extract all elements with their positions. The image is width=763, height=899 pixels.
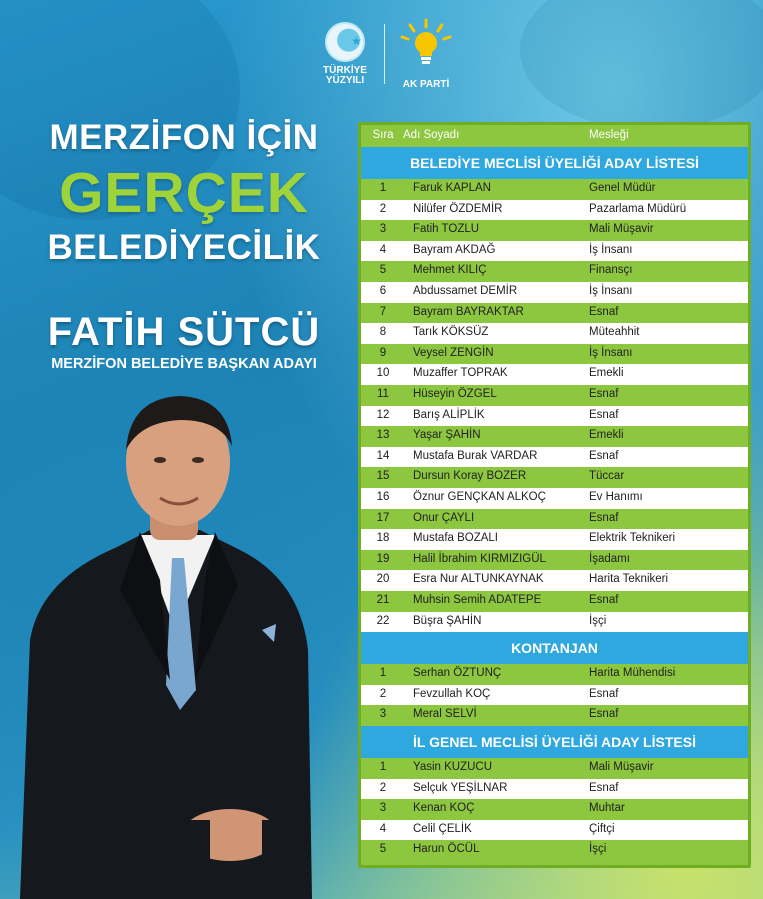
ak-parti-logo (394, 18, 458, 90)
row-number: 8 (379, 326, 387, 339)
row-job: Esnaf (589, 781, 619, 794)
row-job: İş İnsanı (589, 243, 633, 256)
table-row (361, 529, 748, 550)
row-name: Muhsin Semih ADATEPE (413, 594, 542, 606)
row-job: İşçi (589, 843, 607, 856)
crescent-star-icon (325, 22, 365, 62)
row-job: Mali Müşavir (589, 761, 654, 773)
row-job: İşadamı (589, 552, 630, 565)
candidate-title: MERZİFON BELEDİYE BAŞKAN ADAYI (51, 356, 317, 372)
row-number: 1 (379, 667, 387, 680)
row-job: Tüccar (589, 470, 625, 483)
row-number: 12 (376, 408, 390, 421)
candidate-list-table (358, 122, 751, 868)
row-name: Dursun Koray BOZER (413, 470, 527, 483)
turkiye-logo-text-1: TÜRKİYE (323, 65, 367, 76)
row-job: Muhtar (589, 802, 625, 815)
row-name: Muzaffer TOPRAK (413, 367, 508, 380)
row-number: 4 (379, 822, 387, 835)
logo-group (312, 18, 462, 98)
row-job: İş İnsanı (589, 346, 633, 359)
candidate-name: FATİH SÜTCÜ (47, 310, 321, 354)
row-number: 22 (376, 614, 390, 627)
section-title: İL GENEL MECLİSİ ÜYELİĞİ ADAY LİSTESİ (361, 726, 748, 758)
table-row (361, 426, 748, 447)
table-row (361, 323, 748, 344)
row-number: 5 (379, 264, 387, 277)
row-name: Nilüfer ÖZDEMİR (413, 202, 503, 215)
row-name: Esra Nur ALTUNKAYNAK (413, 573, 544, 586)
row-name: Faruk KAPLAN (413, 182, 491, 194)
row-job: İşçi (589, 614, 607, 627)
row-number: 10 (376, 367, 390, 380)
header-no: Sıra (372, 129, 394, 141)
background-shape (520, 0, 763, 130)
table-row (361, 344, 748, 365)
row-name: Harun ÖCÜL (413, 843, 480, 856)
row-number: 21 (376, 594, 390, 606)
row-name: Fevzullah KOÇ (413, 687, 491, 700)
table-row (361, 282, 748, 303)
row-number: 19 (376, 552, 390, 565)
row-name: Tarık KÖKSÜZ (413, 326, 489, 339)
row-number: 13 (376, 429, 390, 442)
table-row (361, 591, 748, 612)
table-row (361, 364, 748, 385)
row-number: 20 (376, 573, 390, 586)
row-number: 7 (379, 305, 387, 318)
row-number: 2 (379, 202, 387, 215)
row-job: Finansçı (589, 264, 633, 277)
ak-parti-text: AK PARTİ (402, 79, 450, 90)
row-job: Çiftçi (589, 822, 615, 835)
section-title: KONTANJAN (361, 632, 748, 664)
light-bulb-icon (396, 18, 456, 68)
row-name: Mustafa BOZALI (413, 532, 499, 545)
row-number: 1 (379, 182, 387, 194)
row-name: Celil ÇELİK (413, 822, 472, 835)
logo-divider (384, 24, 385, 84)
table-row (361, 612, 748, 633)
table-row (361, 220, 748, 241)
row-job: Ev Hanımı (589, 491, 643, 503)
row-number: 16 (376, 491, 390, 503)
row-number: 17 (376, 511, 390, 524)
row-job: Esnaf (589, 305, 619, 318)
row-number: 2 (379, 781, 387, 794)
row-name: Onur ÇAYLI (413, 511, 475, 524)
row-name: Yaşar ŞAHİN (413, 429, 481, 442)
table-row (361, 241, 748, 262)
table-row (361, 570, 748, 591)
table-row (361, 799, 748, 820)
row-name: Büşra ŞAHİN (413, 614, 482, 627)
turkiye-yuzyili-logo (312, 22, 378, 86)
row-number: 6 (379, 285, 387, 297)
row-number: 15 (376, 470, 390, 483)
row-job: Esnaf (589, 594, 619, 606)
table-header (361, 125, 748, 147)
row-name: Selçuk YEŞİLNAR (413, 781, 508, 794)
row-name: Kenan KOÇ (413, 802, 475, 815)
row-job: Elektrik Teknikeri (589, 532, 676, 545)
header-name: Adı Soyadı (403, 129, 460, 141)
row-name: Bayram BAYRAKTAR (413, 305, 524, 318)
table-row (361, 840, 748, 861)
row-job: Harita Teknikeri (589, 573, 669, 586)
turkiye-logo-text-2: YÜZYILI (325, 75, 365, 86)
row-job: Esnaf (589, 408, 619, 421)
row-number: 2 (379, 687, 387, 700)
section-title: BELEDİYE MECLİSİ ÜYELİĞİ ADAY LİSTESİ (361, 147, 748, 179)
table-row (361, 758, 748, 779)
row-number: 1 (379, 761, 387, 773)
row-name: Mustafa Burak VARDAR (413, 449, 538, 462)
slogan-line-3: BELEDİYECİLİK (47, 228, 321, 267)
row-job: Esnaf (589, 511, 619, 524)
table-row (361, 488, 748, 509)
header-job: Mesleği (589, 129, 629, 141)
row-number: 9 (379, 346, 387, 359)
row-job: Esnaf (589, 449, 619, 462)
row-name: Yasin KUZUCU (413, 761, 493, 773)
slogan-line-2: GERÇEK (59, 161, 309, 225)
candidate-portrait (0, 380, 340, 899)
row-name: Öznur GENÇKAN ALKOÇ (413, 491, 546, 503)
row-number: 3 (379, 802, 387, 815)
table-row (361, 509, 748, 530)
row-name: Bayram AKDAĞ (413, 243, 496, 256)
slogan-line-1: MERZİFON İÇİN (49, 118, 319, 157)
row-number: 3 (379, 708, 387, 721)
row-name: Meral SELVİ (413, 708, 477, 721)
row-job: Genel Müdür (589, 182, 656, 194)
table-row (361, 179, 748, 200)
table-row (361, 685, 748, 706)
row-job: Emekli (589, 429, 624, 442)
table-row (361, 820, 748, 841)
row-number: 14 (376, 449, 390, 462)
row-name: Veysel ZENGİN (413, 346, 494, 359)
table-row (361, 664, 748, 685)
row-number: 5 (379, 843, 387, 856)
row-number: 4 (379, 243, 387, 256)
table-row (361, 303, 748, 324)
row-name: Abdussamet DEMİR (413, 285, 518, 297)
table-row (361, 447, 748, 468)
row-name: Serhan ÖZTUNÇ (413, 667, 502, 680)
row-job: Mali Müşavir (589, 223, 654, 236)
row-job: İş İnsanı (589, 285, 633, 297)
row-job: Pazarlama Müdürü (589, 202, 687, 215)
row-job: Esnaf (589, 388, 619, 400)
row-name: Halil İbrahim KIRMIZIGÜL (413, 552, 546, 565)
table-row (361, 467, 748, 488)
row-job: Esnaf (589, 687, 619, 700)
row-job: Müteahhit (589, 326, 640, 339)
row-number: 18 (376, 532, 390, 545)
table-row (361, 261, 748, 282)
table-row (361, 385, 748, 406)
table-row (361, 406, 748, 427)
row-job: Emekli (589, 367, 624, 380)
table-row (361, 705, 748, 726)
row-job: Harita Mühendisi (589, 667, 676, 680)
table-row (361, 200, 748, 221)
row-name: Hüseyin ÖZGEL (413, 388, 497, 400)
row-name: Mehmet KILIÇ (413, 264, 487, 277)
row-name: Barış ALİPLİK (413, 408, 485, 421)
row-number: 11 (377, 388, 389, 400)
row-number: 3 (379, 223, 387, 236)
table-row (361, 550, 748, 571)
row-name: Fatih TOZLU (413, 223, 480, 236)
table-row (361, 779, 748, 800)
row-job: Esnaf (589, 708, 619, 721)
